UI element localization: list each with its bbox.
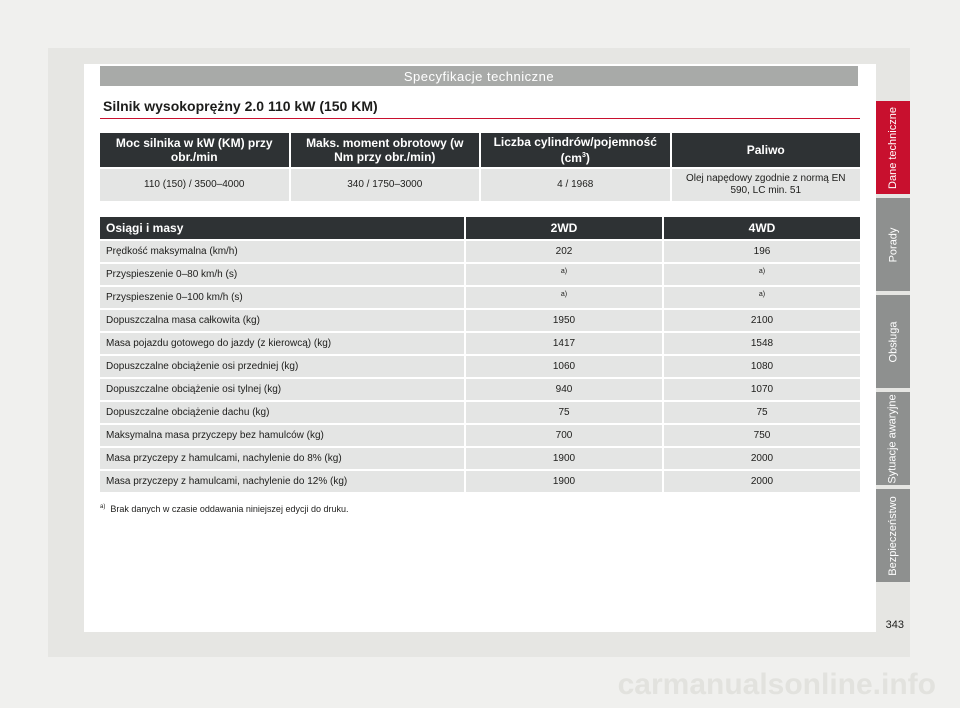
engine-cell-fuel: Olej napędowy zgodnie z normą EN 590, LC min. 51: [672, 169, 861, 201]
row-label: Masa przyczepy z hamulcami, nachylenie do 8% (kg): [100, 448, 464, 469]
table-row: [100, 471, 860, 492]
side-tab-sytuacje-awaryjne[interactable]: [876, 392, 910, 485]
side-tab-obsluga[interactable]: [876, 295, 910, 388]
row-2wd-value: 940: [466, 379, 662, 400]
row-2wd-value: 75: [466, 402, 662, 423]
side-tab-label: Sytuacje awaryjne: [887, 393, 899, 484]
row-4wd-value: 196: [664, 241, 860, 262]
row-4wd-value: [664, 264, 860, 285]
side-tab-porady[interactable]: [876, 198, 910, 291]
row-label: Dopuszczalna masa całkowita (kg): [100, 310, 464, 331]
side-tab-label: Bezpieczeństwo: [887, 495, 899, 576]
row-label: Przyspieszenie 0–100 km/h (s): [100, 287, 464, 308]
engine-header-cylinders-close: ): [585, 151, 590, 165]
row-label: Prędkość maksymalna (km/h): [100, 241, 464, 262]
page-title: Silnik wysokoprężny 2.0 110 kW (150 KM): [103, 98, 378, 114]
engine-header-cylinders-sup: 3: [581, 152, 586, 159]
section-header: [100, 66, 858, 86]
row-2wd-value: 202: [466, 241, 662, 262]
table-row: [100, 379, 860, 400]
row-4wd-value: [664, 287, 860, 308]
footnote-ref: a): [560, 268, 568, 276]
perf-header-4wd: 4WD: [664, 217, 860, 239]
row-2wd-value: 1950: [466, 310, 662, 331]
table-row: [100, 241, 860, 262]
row-label: Maksymalna masa przyczepy bez hamulców (kg): [100, 425, 464, 446]
row-label: Dopuszczalne obciążenie osi tylnej (kg): [100, 379, 464, 400]
footnote-ref: a): [758, 291, 766, 299]
row-2wd-value: [466, 264, 662, 285]
row-4wd-value: 2100: [664, 310, 860, 331]
engine-header-power: Moc silnika w kW (KM) przy obr./min: [100, 133, 289, 167]
engine-cell-cylinders: 4 / 1968: [481, 169, 670, 201]
engine-header-cylinders: [481, 133, 670, 167]
row-2wd-value: 1900: [466, 471, 662, 492]
table-row: [100, 425, 860, 446]
row-2wd-value: [466, 287, 662, 308]
side-tab-label: Obsługa: [887, 321, 900, 362]
title-divider: [100, 118, 860, 119]
page-number: 343: [885, 619, 904, 631]
row-2wd-value: 1900: [466, 448, 662, 469]
row-4wd-value: 750: [664, 425, 860, 446]
table-row: [100, 264, 860, 285]
table-row: [100, 287, 860, 308]
engine-header-fuel: Paliwo: [672, 133, 861, 167]
row-label: Masa przyczepy z hamulcami, nachylenie do 12% (kg): [100, 471, 464, 492]
row-label: Masa pojazdu gotowego do jazdy (z kierowcą) (kg): [100, 333, 464, 354]
table-row: [100, 333, 860, 354]
row-4wd-value: 1548: [664, 333, 860, 354]
perf-header-2wd: 2WD: [466, 217, 662, 239]
engine-header-torque: Maks. moment obrotowy (w Nm przy obr./min): [291, 133, 480, 167]
row-2wd-value: 1060: [466, 356, 662, 377]
row-2wd-value: 1417: [466, 333, 662, 354]
perf-header-row: [100, 217, 860, 239]
engine-cell-torque: 340 / 1750–3000: [291, 169, 480, 201]
row-4wd-value: 1080: [664, 356, 860, 377]
row-4wd-value: 1070: [664, 379, 860, 400]
row-label: Przyspieszenie 0–80 km/h (s): [100, 264, 464, 285]
row-4wd-value: 2000: [664, 471, 860, 492]
perf-header-label: Osiągi i masy: [100, 217, 464, 239]
row-4wd-value: 75: [664, 402, 860, 423]
watermark: carmanualsonline.info: [617, 668, 936, 701]
row-label: Dopuszczalne obciążenie osi przedniej (kg): [100, 356, 464, 377]
row-2wd-value: 700: [466, 425, 662, 446]
row-4wd-value: 2000: [664, 448, 860, 469]
engine-header-row: [100, 133, 860, 167]
footnote-marker: a): [100, 504, 106, 510]
table-row: [100, 402, 860, 423]
engine-header-cylinders-text: Liczba cylindrów/pojemność (cm: [493, 135, 657, 165]
side-tab-label: Porady: [887, 227, 900, 262]
footnote: [100, 504, 348, 514]
section-title: Specyfikacje techniczne: [403, 68, 555, 84]
performance-table: [98, 215, 862, 494]
table-row: [100, 448, 860, 469]
footnote-ref: a): [758, 268, 766, 276]
engine-cell-power: 110 (150) / 3500–4000: [100, 169, 289, 201]
table-row: [100, 169, 860, 201]
footnote-ref: a): [560, 291, 568, 299]
table-row: [100, 356, 860, 377]
table-row: [100, 310, 860, 331]
engine-spec-table: [98, 131, 862, 203]
footnote-text: Brak danych w czasie oddawania niniejszej edycji do druku.: [110, 504, 349, 514]
side-tab-label: Dane techniczne: [887, 106, 900, 189]
side-tab-dane-techniczne[interactable]: [876, 101, 910, 194]
side-tab-bezpieczenstwo[interactable]: [876, 489, 910, 582]
row-label: Dopuszczalne obciążenie dachu (kg): [100, 402, 464, 423]
